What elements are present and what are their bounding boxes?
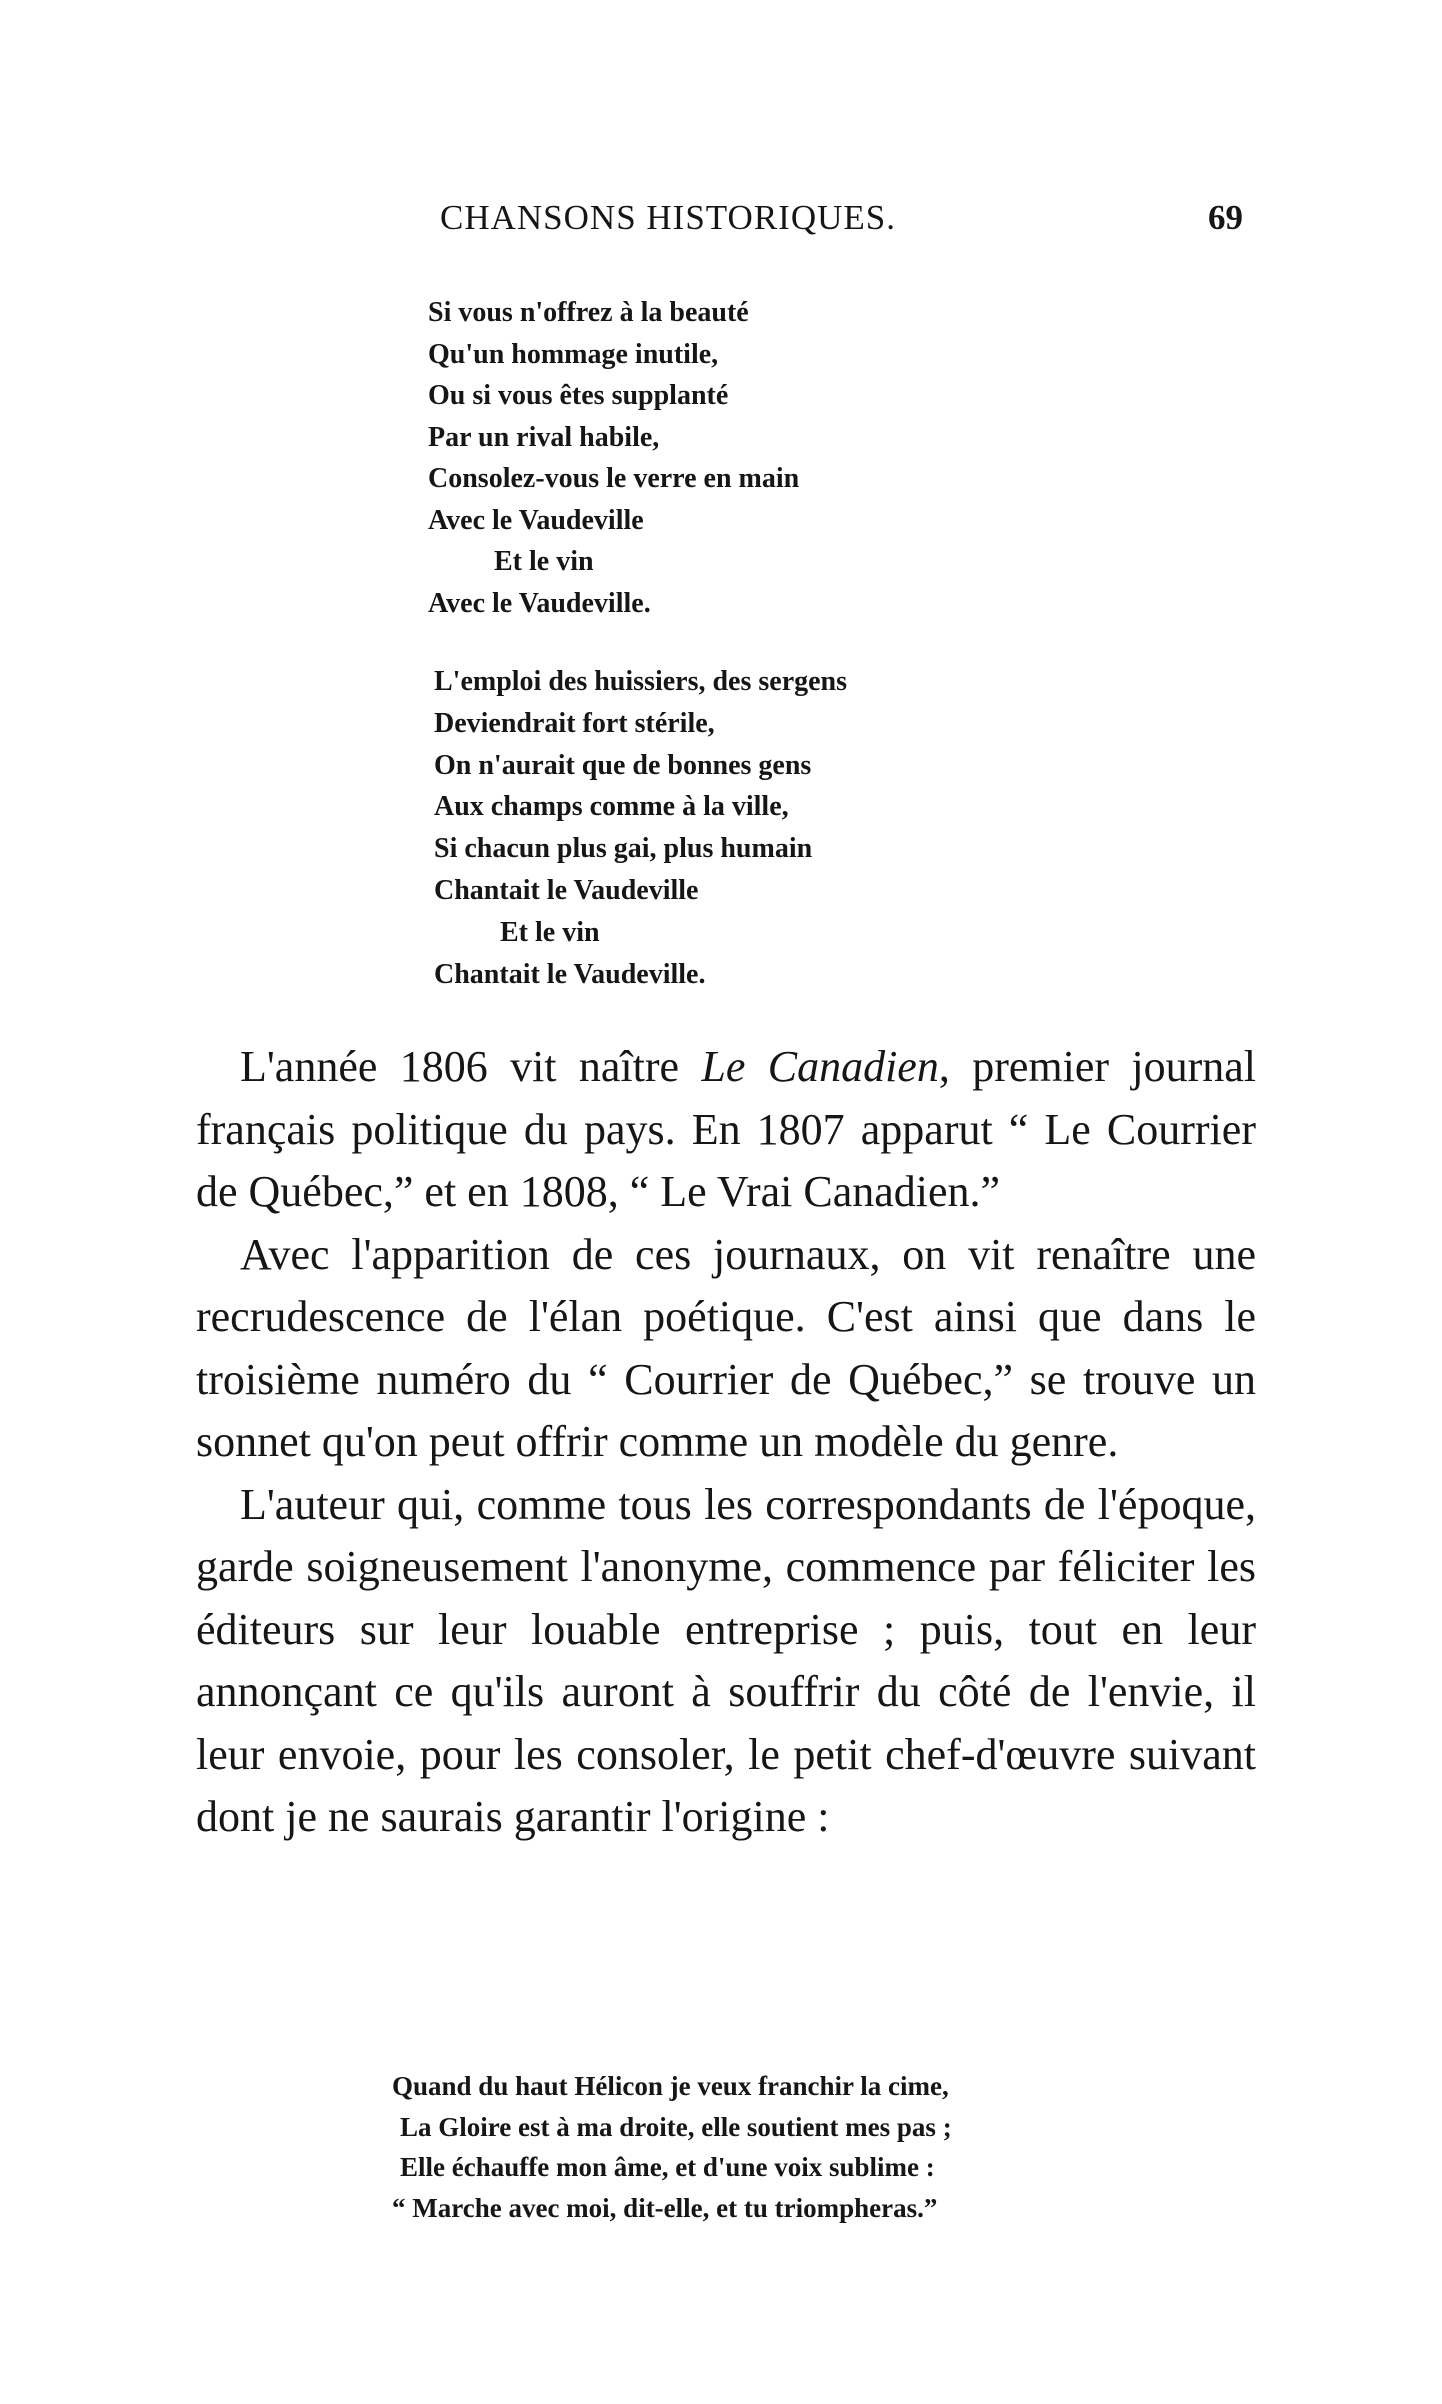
paragraph-3: L'auteur qui, comme tous les correspondants de l'époque, garde soigneusement l'anonyme, commence par féliciter les éditeurs sur leur louable entreprise ; puis, tout en leur annonçant ce qu'ils auront à souffrir du côté de l'envie, il leur envoie, pour les consoler, le petit chef-d'œuvre suivant dont je ne saurais garantir l'origine :: [196, 1479, 1256, 1841]
verse-line-indented: Et le vin: [500, 916, 600, 948]
verse-line: Qu'un hommage inutile,: [428, 338, 719, 370]
verse-line: Avec le Vaudeville: [428, 504, 644, 536]
song-stanza-2: [434, 661, 847, 995]
verse-line-indented: Et le vin: [494, 546, 594, 577]
song-stanza-1: [428, 292, 799, 624]
verse-line: Si chacun plus gai, plus humain: [434, 833, 813, 865]
verse-line: On n'aurait que de bonnes gens: [434, 749, 812, 781]
verse-line: Par un rival habile,: [428, 421, 660, 453]
paragraph-2: Avec l'apparition de ces journaux, on vit renaître une recrudescence de l'élan poétique. C'est ainsi que dans le troisième numéro du “ Courrier de Québec,” se trouve un sonnet qu'on peut offrir comme un modèle du genre.: [196, 1229, 1256, 1466]
verse-line: L'emploi des huissiers, des sergens: [434, 666, 848, 697]
sonnet-line: “ Marche avec moi, dit-elle, et tu triompheras.”: [392, 2192, 938, 2223]
verse-line: Si vous n'offrez à la beauté: [428, 297, 749, 328]
page-number: 69: [1208, 198, 1243, 237]
running-title: CHANSONS HISTORIQUES.: [440, 198, 896, 237]
paragraph-1-end: , premier journal français politique du pays. En 1807 apparut “ Le Courrier de Québec,” et en 1808, “ Le Vrai Canadien.”: [196, 1042, 1256, 1216]
page-header: [0, 198, 1442, 248]
verse-line: Ou si vous êtes supplanté: [428, 380, 729, 411]
sonnet-line: Quand du haut Hélicon je veux franchir la cime,: [392, 2071, 949, 2101]
newspaper-title: Le Canadien: [701, 1042, 939, 1091]
sonnet-line: Elle échauffe mon âme, et d'une voix sublime :: [400, 2152, 935, 2182]
verse-line: Consolez-vous le verre en main: [428, 463, 800, 494]
body-text: [196, 1036, 1256, 1849]
verse-line: Avec le Vaudeville.: [428, 587, 651, 619]
verse-line: Chantait le Vaudeville: [434, 874, 699, 906]
verse-line: Deviendrait fort stérile,: [434, 707, 715, 739]
verse-line: Aux champs comme à la ville,: [434, 791, 789, 823]
sonnet-line: La Gloire est à ma droite, elle soutient mes pas ;: [400, 2111, 952, 2142]
verse-line: Chantait le Vaudeville.: [434, 958, 706, 990]
paragraph-1-start: L'année 1806 vit naître: [240, 1042, 702, 1091]
sonnet-quatrain: [392, 2066, 952, 2228]
paragraph-1: [196, 1036, 1256, 1224]
